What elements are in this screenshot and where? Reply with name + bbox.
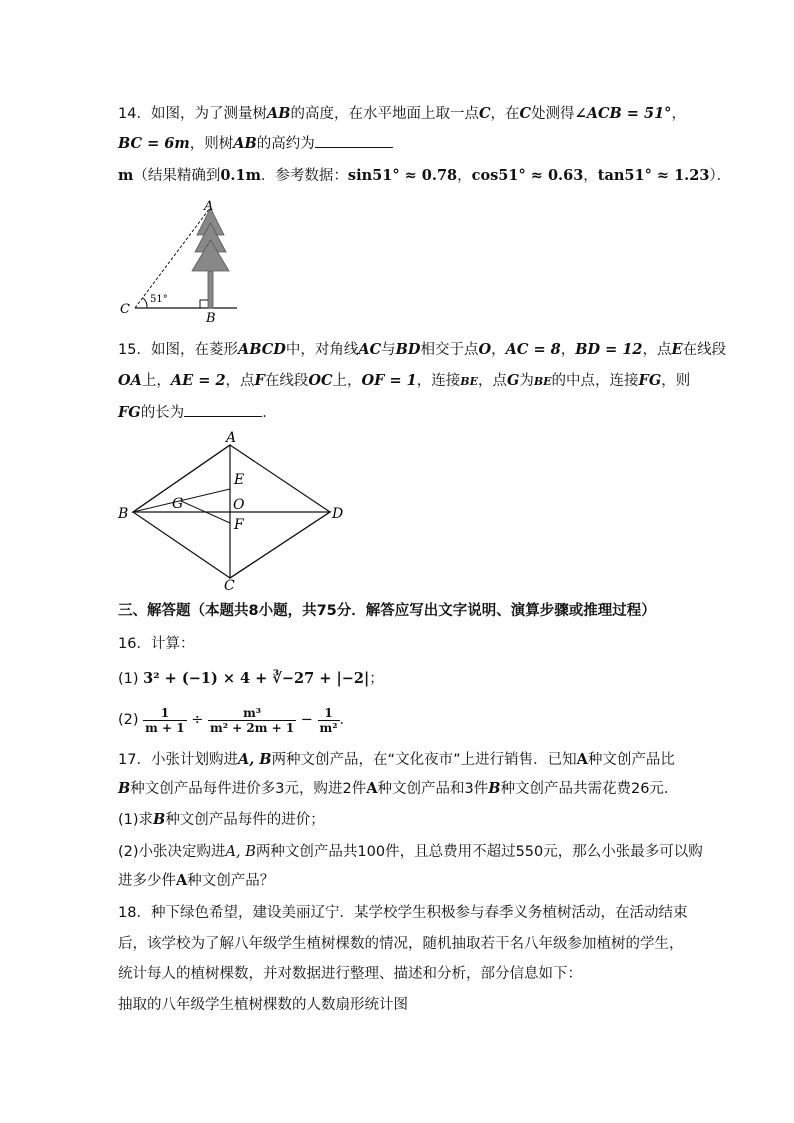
label-g: G [172,496,184,512]
label-d: D [332,506,344,522]
fraction-2: $\frac{\text{m³}}{\text{m² + 2m + 1}}$ [210,705,295,735]
label-a: A [204,199,214,214]
q18-line-2: 后，该学校为了解八年级学生植树棵数的情况，随机抽取若干名八年级参加植树的学生， [118,936,684,952]
q14-line-2: BC = 6m，则树AB的高约为 [118,133,393,154]
label-b: B [206,311,216,326]
label-e: E [234,472,245,488]
label-o: O [233,497,245,513]
label-c: C [120,302,130,317]
q18-line-1: 18．种下绿色希望，建设美丽辽宁．某学校学生积极参与春季义务植树活动，在活动结束 [118,905,688,921]
tree-crown-bottom [192,240,229,271]
q15-line-3: FG的长为 ． [118,404,277,421]
angle-equation: ∠ACB = 51° [574,105,672,122]
label-a: A [226,430,237,446]
q18-line-4: 抽取的八年级学生植树棵数的人数扇形统计图 [118,997,408,1013]
label-f: F [234,517,244,533]
angle-label: 51° [150,294,168,305]
right-angle-mark [200,300,208,308]
q14-line-3: m（结果精确到0.1m．参考数据：sin51° ≈ 0.78，cos51° ≈ 0.63，tan51° ≈ 1.23）． [118,167,732,184]
label-b: B [118,506,129,522]
q15-line-2: OA上，AE = 2，点F在线段OC上，OF = 1，连接BE，点G为BE的中点，连接FG，则 [118,372,691,389]
answer-blank-q14[interactable] [315,133,393,148]
answer-blank-q15[interactable] [184,402,262,417]
math-ab: AB [266,105,291,122]
q17-part-2-line-2: 进多少件A种文创产品？ [118,872,275,889]
angle-arc [143,298,147,308]
q17-line-1: 17．小张计划购进A, B两种文创产品，在“文化夜市”上进行销售．已知A种文创产品比 [118,751,675,768]
fraction-3: $\frac{1}{\text{m²}}$ [319,705,338,735]
q17-part-2-line-1: (2)小张决定购进A, B两种文创产品共100件，且总费用不超过550元，那么小张最多可以购 [118,844,703,860]
rhombus-figure [110,428,350,594]
expression-1: 3² + (−1) × 4 + ∛−27 + |−2| [143,670,370,687]
q16-part-2: (2) $\frac{1}{m + 1}$ ÷ $\frac{\text{m³}}{\text{m² + 2m + 1}}$ − $\frac{1}{\text{m²}}$ ． [118,705,354,735]
q17-line-2: B种文创产品每件进价多3元，购进2件A种文创产品和3件B种文创产品共需花费26元． [118,780,679,797]
section-3-heading: 三、解答题（本题共8小题，共75分．解答应写出文字说明、演算步骤或推理过程） [118,603,656,619]
tree-trunk [208,270,213,308]
q15-line-1: 15．如图，在菱形ABCD中，对角线AC与BD相交于点O，AC = 8，BD = 12，点E在线段 [118,341,727,358]
tree-figure [112,195,247,327]
fraction-1: $\frac{1}{m + 1}$ [145,705,185,735]
sight-line [135,208,210,308]
q18-line-3: 统计每人的植树棵数，并对数据进行整理、描述和分析，部分信息如下： [118,966,582,982]
q17-part-1: (1)求B种文创产品每件的进价； [118,811,325,828]
bc-equation: BC = 6m [118,135,190,152]
label-c: C [224,578,235,594]
q14-line-1: 14．如图，为了测量树AB的高度，在水平地面上取一点C，在C处测得∠ACB = 51°， [118,105,686,122]
q16-part-1: (1) 3² + (−1) × 4 + ∛−27 + |−2|； [118,670,384,687]
q16-intro: 16．计算： [118,636,195,652]
